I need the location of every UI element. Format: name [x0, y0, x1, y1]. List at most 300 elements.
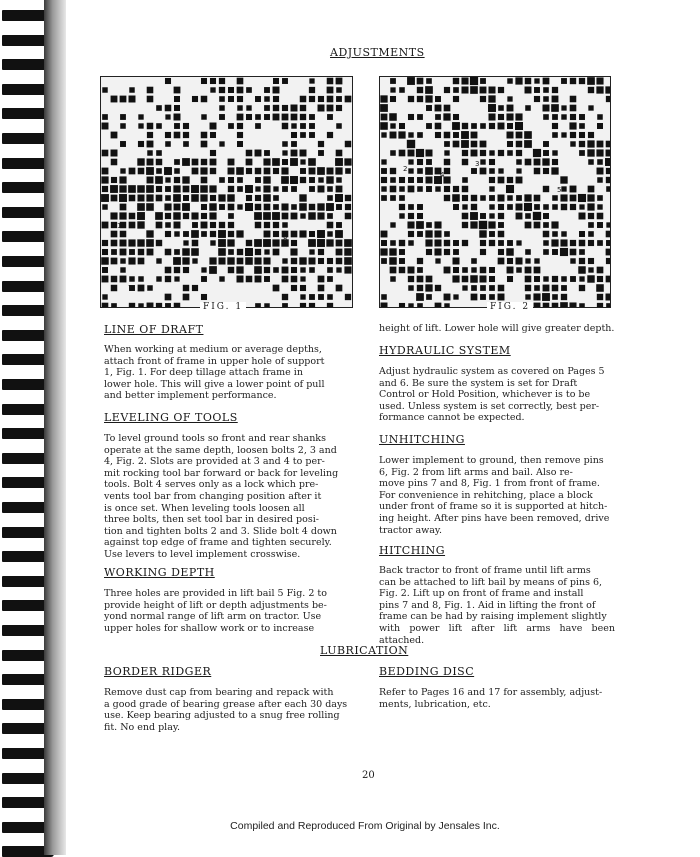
halftone-dot	[461, 131, 469, 139]
halftone-dot	[390, 195, 396, 201]
halftone-dot	[245, 185, 253, 193]
halftone-dot	[210, 195, 216, 201]
halftone-dot	[201, 231, 207, 237]
halftone-dot	[596, 149, 603, 156]
halftone-dot	[246, 195, 252, 201]
halftone-dot	[453, 141, 460, 148]
halftone-dot	[237, 141, 243, 147]
halftone-dot	[435, 105, 442, 112]
halftone-dot	[534, 159, 541, 166]
halftone-dot	[506, 113, 513, 120]
halftone-dot	[579, 249, 585, 255]
halftone-dot	[317, 203, 324, 210]
halftone-dot	[543, 87, 549, 93]
halftone-dot	[192, 240, 199, 247]
halftone-dot	[381, 168, 387, 174]
halftone-dot	[327, 303, 333, 308]
halftone-dot	[596, 77, 603, 84]
halftone-dot	[237, 204, 242, 209]
halftone-dot	[156, 222, 163, 229]
halftone-dot	[507, 177, 513, 183]
halftone-dot	[309, 78, 314, 83]
halftone-dot	[147, 141, 154, 148]
halftone-dot	[192, 96, 198, 102]
halftone-dot	[534, 78, 539, 83]
halftone-dot	[165, 114, 170, 119]
halftone-dot	[579, 240, 585, 246]
halftone-dot	[426, 222, 432, 228]
halftone-dot	[588, 159, 594, 165]
halftone-dot	[246, 87, 252, 93]
halftone-dot	[228, 123, 234, 129]
halftone-dot	[264, 249, 269, 254]
halftone-dot	[327, 276, 333, 282]
halftone-dot	[219, 276, 224, 281]
halftone-dot	[560, 239, 567, 246]
halftone-dot	[543, 231, 549, 237]
halftone-dot	[515, 122, 523, 130]
halftone-dot	[552, 195, 558, 201]
halftone-dot	[399, 213, 404, 218]
halftone-dot	[291, 240, 297, 246]
halftone-dot	[408, 276, 414, 282]
halftone-dot	[488, 104, 496, 112]
halftone-dot	[327, 87, 334, 94]
halftone-dot	[137, 221, 144, 228]
halftone-dot	[326, 203, 334, 211]
halftone-dot	[102, 87, 107, 92]
halftone-dot	[588, 258, 594, 264]
halftone-dot	[201, 276, 207, 282]
halftone-dot	[408, 267, 415, 274]
halftone-dot	[272, 212, 280, 220]
halftone-dot	[327, 195, 333, 201]
halftone-dot	[147, 159, 154, 166]
halftone-dot	[345, 204, 351, 210]
halftone-dot	[425, 167, 433, 175]
halftone-dot	[273, 186, 278, 191]
halftone-dot	[201, 141, 208, 148]
halftone-dot	[273, 195, 279, 201]
halftone-dot	[228, 204, 235, 211]
halftone-dot	[291, 267, 297, 273]
halftone-dot	[336, 105, 342, 111]
halftone-dot	[155, 176, 163, 184]
halftone-dot	[327, 168, 334, 175]
halftone-dot	[461, 77, 468, 84]
heading-leveling-of-tools: LEVELING OF TOOLS	[104, 411, 238, 424]
halftone-dot	[200, 194, 207, 201]
halftone-dot	[570, 105, 577, 112]
halftone-dot	[390, 186, 397, 193]
halftone-dot	[453, 249, 459, 255]
halftone-dot	[309, 294, 315, 300]
halftone-dot	[120, 96, 127, 103]
halftone-dot	[407, 140, 415, 148]
halftone-dot	[273, 249, 280, 256]
halftone-dot	[300, 177, 306, 183]
halftone-dot	[380, 248, 387, 255]
halftone-dot	[254, 212, 262, 220]
halftone-dot	[426, 150, 433, 157]
halftone-dot	[327, 213, 333, 219]
halftone-dot	[237, 177, 243, 183]
halftone-dot	[173, 257, 181, 265]
halftone-dot	[453, 132, 459, 138]
halftone-dot	[570, 204, 576, 210]
halftone-dot	[507, 78, 512, 83]
halftone-dot	[201, 294, 207, 300]
halftone-dot	[236, 230, 243, 237]
halftone-dot	[282, 258, 287, 263]
halftone-dot	[606, 168, 611, 174]
halftone-dot	[273, 78, 279, 84]
halftone-dot	[417, 159, 423, 165]
halftone-dot	[210, 150, 216, 156]
halftone-dot	[192, 159, 199, 166]
halftone-dot	[183, 294, 190, 301]
halftone-dot	[174, 204, 181, 211]
halftone-dot	[507, 132, 514, 139]
halftone-dot	[209, 212, 216, 219]
halftone-dot	[453, 114, 459, 120]
halftone-dot	[488, 113, 495, 120]
halftone-dot	[255, 150, 262, 157]
halftone-dot	[516, 195, 522, 201]
halftone-dot	[228, 267, 234, 273]
halftone-dot	[300, 168, 306, 174]
halftone-dot	[578, 194, 586, 202]
halftone-dot	[489, 123, 495, 129]
halftone-dot	[381, 159, 386, 164]
halftone-dot	[462, 240, 468, 246]
halftone-dot	[480, 87, 487, 94]
halftone-dot	[408, 204, 414, 210]
halftone-dot	[381, 294, 387, 300]
halftone-dot	[516, 141, 522, 147]
halftone-dot	[138, 276, 143, 281]
halftone-dot	[579, 204, 584, 209]
halftone-dot	[129, 213, 136, 220]
halftone-dot	[138, 114, 143, 119]
halftone-dot	[236, 167, 244, 175]
halftone-dot	[417, 231, 423, 237]
halftone-dot	[507, 123, 513, 129]
halftone-dot	[111, 303, 117, 308]
halftone-dot	[327, 96, 334, 103]
halftone-dot	[147, 123, 153, 129]
halftone-dot	[444, 141, 450, 147]
halftone-dot	[381, 240, 387, 246]
page-number: 20	[362, 770, 375, 781]
halftone-dot	[462, 186, 468, 192]
halftone-dot	[201, 204, 207, 210]
halftone-dot	[417, 204, 423, 210]
halftone-dot	[552, 285, 559, 292]
para-working-depth: Three holes are provided in lift bail 5 Fig. 2 to provide height of lift or depth adjustments be- yond normal range of lift arm on tractor. Use upper holes for shallow work or to increase	[104, 588, 327, 634]
halftone-dot	[399, 150, 406, 157]
figure-1-callout-1: 1	[117, 222, 122, 230]
halftone-dot	[165, 195, 171, 201]
halftone-dot	[165, 294, 172, 301]
halftone-dot	[525, 276, 532, 283]
halftone-dot	[390, 87, 395, 92]
halftone-dot	[462, 150, 468, 156]
halftone-dot	[461, 140, 469, 148]
halftone-dot	[156, 240, 162, 246]
halftone-dot	[470, 77, 478, 85]
halftone-dot	[390, 177, 396, 183]
halftone-dot	[165, 177, 170, 182]
halftone-dot	[488, 95, 495, 102]
halftone-dot	[201, 114, 206, 119]
halftone-dot	[552, 123, 558, 129]
halftone-dot	[326, 176, 333, 183]
halftone-dot	[182, 257, 189, 264]
halftone-dot	[309, 231, 315, 237]
halftone-dot	[282, 141, 288, 147]
halftone-dot	[327, 132, 333, 138]
halftone-dot	[480, 240, 486, 246]
halftone-dot	[255, 177, 261, 183]
halftone-dot	[326, 239, 333, 246]
halftone-dot	[579, 114, 585, 120]
halftone-dot	[156, 168, 162, 174]
halftone-dot	[344, 158, 351, 165]
halftone-dot	[318, 186, 325, 193]
halftone-dot	[462, 285, 467, 290]
halftone-dot	[596, 86, 603, 93]
halftone-dot	[417, 78, 424, 85]
halftone-dot	[606, 294, 611, 301]
halftone-dot	[129, 96, 136, 103]
halftone-dot	[506, 185, 514, 193]
halftone-dot	[273, 204, 279, 210]
halftone-dot	[480, 195, 486, 201]
halftone-dot	[417, 285, 423, 291]
halftone-dot	[336, 258, 342, 264]
halftone-dot	[444, 159, 450, 165]
halftone-dot	[345, 294, 351, 300]
halftone-dot	[191, 248, 199, 256]
halftone-dot	[308, 239, 316, 247]
halftone-dot	[219, 177, 225, 183]
heading-hydraulic-system: HYDRAULIC SYSTEM	[379, 344, 511, 357]
halftone-dot	[524, 194, 531, 201]
halftone-dot	[201, 159, 207, 165]
halftone-dot	[317, 167, 325, 175]
para-leveling-of-tools: To level ground tools so front and rear shanks operate at the same depth, loosen bolts 2, 3 and 4, Fig. 2. Slots are provided at 3 and 4 to per- mit rocking tool bar forward or back for leveling tools. Bolt 4 serves only as a lock which pre- vents tool bar from changing position after it is once set. When leveling tools loosen all three bolts, then set tool bar in desired posi- tion and tighten bolts 2 and 3. Slide bolt 4 down against top edge of frame and tighten securely. Use levers to level implement crosswise.	[104, 433, 339, 560]
halftone-dot	[174, 132, 181, 139]
halftone-dot	[552, 96, 559, 103]
halftone-dot	[543, 222, 549, 228]
halftone-dot	[120, 123, 126, 129]
halftone-dot	[579, 285, 585, 291]
halftone-dot	[534, 276, 540, 282]
halftone-dot	[489, 285, 495, 291]
halftone-dot	[119, 212, 126, 219]
halftone-dot	[237, 186, 243, 192]
halftone-dot	[183, 231, 189, 237]
halftone-dot	[317, 239, 325, 247]
heading-lubrication: LUBRICATION	[320, 644, 409, 657]
halftone-dot	[381, 231, 388, 238]
halftone-dot	[587, 194, 594, 201]
halftone-dot	[102, 123, 109, 130]
halftone-dot	[101, 194, 109, 202]
halftone-dot	[291, 276, 298, 283]
halftone-dot	[444, 195, 450, 201]
halftone-dot	[489, 204, 494, 209]
halftone-dot	[255, 222, 261, 228]
halftone-dot	[381, 303, 388, 308]
halftone-dot	[174, 249, 180, 255]
halftone-dot	[228, 159, 235, 166]
halftone-dot	[471, 258, 477, 264]
halftone-dot	[300, 294, 305, 299]
halftone-dot	[300, 213, 305, 218]
halftone-dot	[399, 240, 405, 246]
halftone-dot	[390, 150, 396, 156]
halftone-dot	[174, 177, 180, 183]
halftone-dot	[210, 240, 215, 245]
halftone-dot	[452, 275, 459, 282]
halftone-dot	[210, 78, 216, 84]
halftone-dot	[300, 276, 305, 281]
halftone-dot	[390, 78, 396, 84]
halftone-dot	[308, 158, 316, 166]
halftone-dot	[120, 168, 125, 173]
halftone-dot	[263, 212, 271, 220]
halftone-dot	[507, 267, 514, 274]
halftone-dot	[111, 195, 118, 202]
halftone-dot	[138, 285, 145, 292]
halftone-dot	[480, 168, 487, 175]
halftone-dot	[201, 177, 208, 184]
halftone-dot	[471, 195, 477, 201]
halftone-dot	[399, 195, 405, 201]
halftone-dot	[255, 114, 261, 120]
halftone-dot	[560, 176, 567, 183]
halftone-dot	[245, 203, 253, 211]
halftone-dot	[515, 77, 522, 84]
halftone-dot	[281, 167, 288, 174]
halftone-dot	[408, 159, 413, 164]
halftone-dot	[606, 150, 611, 157]
halftone-dot	[524, 203, 532, 211]
halftone-dot	[263, 176, 270, 183]
halftone-dot	[237, 96, 243, 102]
halftone-dot	[219, 141, 224, 146]
halftone-dot	[264, 96, 270, 102]
halftone-dot	[282, 105, 288, 111]
halftone-dot	[488, 221, 495, 228]
halftone-dot	[407, 77, 415, 85]
halftone-dot	[147, 249, 154, 256]
halftone-dot	[399, 267, 405, 273]
halftone-dot	[218, 257, 225, 264]
halftone-dot	[183, 267, 189, 273]
halftone-dot	[273, 87, 280, 94]
halftone-dot	[498, 222, 504, 228]
halftone-dot	[173, 185, 180, 192]
halftone-dot	[309, 177, 315, 183]
halftone-dot	[309, 87, 315, 93]
halftone-dot	[255, 195, 261, 201]
halftone-dot	[543, 78, 550, 85]
halftone-dot	[291, 132, 297, 138]
halftone-dot	[264, 87, 270, 93]
halftone-dot	[498, 168, 503, 173]
halftone-dot	[344, 257, 352, 265]
halftone-dot	[426, 294, 432, 300]
halftone-dot	[327, 231, 332, 236]
halftone-dot	[335, 194, 343, 202]
halftone-dot	[183, 123, 189, 129]
halftone-dot	[110, 185, 118, 193]
halftone-dot	[453, 267, 459, 273]
halftone-dot	[471, 132, 478, 139]
halftone-dot	[417, 87, 423, 93]
halftone-dot	[174, 222, 181, 229]
halftone-dot	[102, 276, 109, 283]
halftone-dot	[462, 159, 468, 165]
halftone-dot	[561, 78, 567, 84]
halftone-dot	[471, 267, 476, 272]
heading-bedding-disc: BEDDING DISC	[379, 665, 475, 678]
halftone-dot	[462, 177, 468, 183]
halftone-dot	[489, 231, 495, 237]
halftone-dot	[219, 204, 225, 210]
halftone-dot	[264, 114, 270, 120]
halftone-dot	[444, 87, 450, 93]
halftone-dot	[192, 168, 199, 175]
halftone-dot	[129, 195, 136, 202]
halftone-dot	[470, 275, 477, 282]
halftone-dot	[543, 285, 550, 292]
halftone-dot	[344, 239, 352, 247]
halftone-dot	[443, 113, 450, 120]
halftone-dot	[165, 105, 172, 112]
halftone-dot	[336, 186, 343, 193]
halftone-dot	[390, 168, 396, 174]
halftone-dot	[434, 221, 441, 228]
halftone-dot	[318, 150, 324, 156]
halftone-dot	[480, 78, 486, 84]
halftone-dot	[561, 105, 566, 110]
halftone-dot	[200, 185, 207, 192]
halftone-dot	[246, 114, 252, 120]
halftone-dot	[183, 186, 190, 193]
halftone-dot	[588, 132, 594, 138]
halftone-dot	[174, 114, 181, 121]
halftone-dot	[408, 96, 414, 102]
halftone-dot	[165, 213, 171, 219]
halftone-dot	[273, 96, 279, 102]
halftone-dot	[165, 141, 171, 147]
halftone-dot	[399, 87, 405, 93]
halftone-dot	[579, 258, 585, 264]
halftone-dot	[246, 105, 251, 110]
halftone-dot	[471, 294, 478, 301]
halftone-dot	[317, 212, 324, 219]
halftone-dot	[344, 266, 351, 273]
halftone-dot	[588, 267, 593, 272]
halftone-dot	[264, 105, 270, 111]
halftone-dot	[579, 123, 585, 129]
halftone-dot	[606, 231, 611, 238]
halftone-dot	[552, 249, 558, 255]
